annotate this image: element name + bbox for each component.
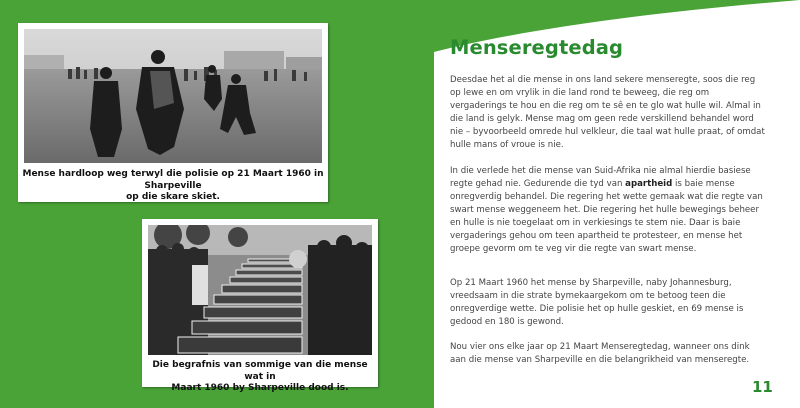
photo1-caption-line1: Mense hardloop weg terwyl die polisie op 21 Maart 1960 in Sharpeville <box>22 169 324 191</box>
photo-funeral-image <box>148 225 372 355</box>
photo1-caption <box>18 169 328 204</box>
photo1-caption-line2: op die skare skiet. <box>126 192 220 202</box>
paragraph-apartheid-text-before: In die verlede het die mense van Suid-Afrika nie almal hierdie basiese regte gehad nie. Gedurende die tyd van <box>450 166 751 189</box>
apartheid-bold-term: apartheid <box>625 179 673 189</box>
paragraph-apartheid <box>450 165 766 256</box>
photo2-caption-line2: Maart 1960 by Sharpeville dood is. <box>171 383 349 393</box>
paragraph-human-rights-day: Nou vier ons elke jaar op 21 Maart Menseregtedag, wanneer ons dink aan die mense van Sharpeville en die belangrikheid van menseregte. <box>450 342 750 365</box>
photo2-caption <box>142 360 378 395</box>
photo-card-funeral <box>142 219 378 393</box>
paragraph-rights: Deesdae het al die mense in ons land sekere menseregte, soos die reg op lewe en om vrylik in die land rond te beweeg, die reg om vergaderings te hou en die reg om te sê en te glo wat hulle wil. Almal in die land is gelyk. Mense mag om geen rede verskillend behandel word nie – byvoorbeeld omrede hul velkleur, die taal wat hulle praat, of omdat hulle mans of vroue is nie. <box>450 75 765 150</box>
photo-people-running <box>24 29 322 163</box>
photo-funeral <box>148 225 372 355</box>
photo-card-sharpeville-shooting <box>18 23 328 202</box>
photo-people-running-image <box>24 29 322 163</box>
paragraph-apartheid-text-after: is baie mense onregverdig behandel. Die regering het wette gemaak wat die regte van swart mense weggeneem het. Die regering het hulle bewegings beheer en hulle is nie toegelaat om in verkiesings te stem nie. Daar is baie vergaderings gehou om teen apartheid te protesteer, en mense het groepe gevorm om te veg vir die regte van swart mense. <box>450 179 763 254</box>
photo2-caption-line1: Die begrafnis van sommige van die mense wat in <box>152 360 368 382</box>
paragraph-sharpeville: Op 21 Maart 1960 het mense by Sharpeville, naby Johannesburg, vreedsaam in die strate bymekaargekom om te betoog teen die onregverdige wette. Die polisie het op hulle geskiet, en 69 mense is gedood en 180 is gewond. <box>450 278 744 327</box>
page-number: 11 <box>752 378 773 396</box>
page-title: Menseregtedag <box>450 36 624 59</box>
